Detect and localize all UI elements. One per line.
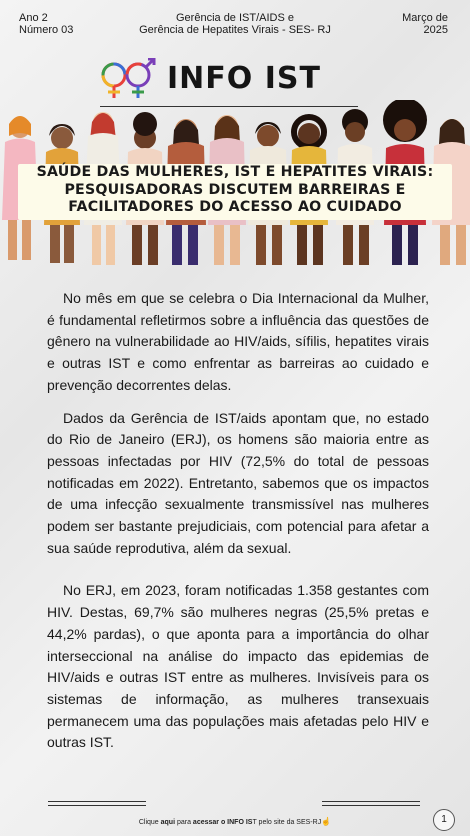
issue-date xyxy=(402,12,448,36)
issue-month: Março de xyxy=(402,12,448,24)
footer-rule-left-2 xyxy=(48,805,146,806)
pointer-hand-icon: ☝ xyxy=(321,817,332,826)
page-number: 1 xyxy=(433,809,455,831)
paragraph-1: No mês em que se celebra o Dia Internacional da Mulher, é fundamental refletirmos sobre a influência das questões de gênero na vulnerabilidade ao HIV/aids, sífilis, hepatites virais e outras IST e como enfrentar as barreiras ao cuidado e prevenção decorrentes delas. xyxy=(47,290,429,393)
issue-year-date: 2025 xyxy=(423,24,448,36)
footer-text-3: T pelo site da SES-RJ xyxy=(252,819,322,826)
footer-rule-right xyxy=(322,801,420,802)
org-line-2: Gerência de Hepatites Virais - SES- RJ xyxy=(139,24,331,36)
footer-link-here[interactable]: aqui xyxy=(160,819,176,826)
paragraph-2: Dados da Gerência de IST/aids apontam que, no estado do Rio de Janeiro (ERJ), os homens são maioria entre as pessoas infectadas por HIV (72,5% do total de pessoas notificadas em 2022). Entretanto, sabemos que os impactos de uma infecção sexualmente transmissível nas mulheres podem ser bastante prejudiciais, com potencial para afetar a sua saúde reprodutiva, além da sexual. xyxy=(47,409,429,556)
issue-year: Ano 2 xyxy=(19,12,48,24)
title-banner xyxy=(18,164,452,220)
organization-info xyxy=(110,12,360,36)
article-title xyxy=(18,164,452,217)
footer-rule-left xyxy=(48,801,146,802)
title-line-1: SAÚDE DAS MULHERES, IST E HEPATITES VIRAIS: xyxy=(36,164,434,180)
org-line-1: Gerência de IST/AIDS e xyxy=(176,12,294,24)
logo xyxy=(96,60,336,100)
article-body xyxy=(47,288,429,754)
footer-text-2: para xyxy=(175,819,193,826)
issue-info xyxy=(19,12,73,36)
footer-rule-right-2 xyxy=(322,805,420,806)
issue-number: Número 03 xyxy=(19,24,74,36)
footer-text-1: Clique xyxy=(138,819,161,826)
footer-text-bold: acessar o INFO IS xyxy=(192,819,253,826)
footer-link-text xyxy=(0,817,470,826)
title-line-3: FACILITADORES DO ACESSO AO CUIDADO xyxy=(68,199,402,215)
gender-symbols-icon xyxy=(96,58,162,100)
title-line-2: PESQUISADORAS DISCUTEM BARREIRAS E xyxy=(64,181,406,198)
logo-title: INFO IST xyxy=(167,61,321,96)
paragraph-3: No ERJ, em 2023, foram notificadas 1.358 gestantes com HIV. Destas, 69,7% são mulheres negras (25,5% pretas e 44,2% pardas), o que aponta para a importância do olhar interseccional na análise do impacto das epidemias de HIV/aids e outras IST entre as mulheres. Invisíveis para os sistemas de informação, as mulheres transexuais permanecem uma das populações mais afetadas pelo HIV e outras IST. xyxy=(47,582,429,751)
